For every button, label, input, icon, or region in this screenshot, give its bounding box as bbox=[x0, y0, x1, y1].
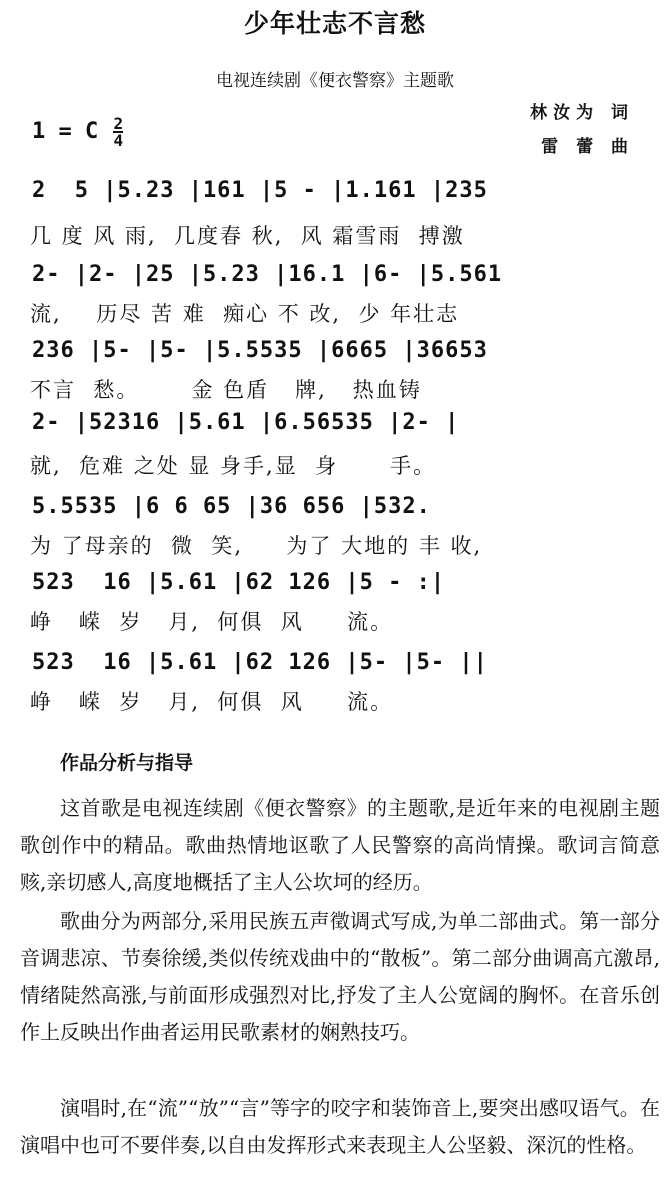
analysis-paragraph: 演唱时,在“流”“放”“言”等字的咬字和装饰音上,要突出感叹语气。在演唱中也可不要伴奏,以自由发挥形式来表现主人公坚毅、深沉的性格。 bbox=[20, 1096, 660, 1157]
time-signature-bottom: 4 bbox=[113, 131, 124, 150]
notation-line: 2- |2- |25 |5.23 |16.1 |6- |5.561 bbox=[32, 262, 503, 287]
lyricist-credit: 林汝为 词 bbox=[530, 103, 634, 123]
lyric-line: 峥 嵘 岁 月, 何俱 风 流。 bbox=[30, 610, 394, 634]
lyric-line: 为 了母亲的 微 笑, 为了 大地的 丰 收, bbox=[30, 534, 483, 558]
lyric-line: 几 度 风 雨, 几度春 秋, 风 霜雪雨 搏激 bbox=[30, 224, 465, 248]
song-title: 少年壮志不言愁 bbox=[243, 9, 426, 38]
notation-line: 2- |52316 |5.61 |6.56535 |2- | bbox=[32, 410, 460, 435]
lyric-line: 流, 历尽 苦 难 痴心 不 改, 少 年壮志 bbox=[30, 302, 460, 326]
lyric-line: 就, 危难 之处 显 身手,显 身 手。 bbox=[30, 454, 437, 478]
lyric-line: 不言 愁。 金 色盾 牌, 热血铸 bbox=[30, 378, 422, 402]
notation-line: 5.5535 |6 6 65 |36 656 |532. bbox=[32, 494, 431, 519]
notation-line: 2 5 |5.23 |161 |5 - |1.161 |235 bbox=[32, 178, 488, 203]
notation-line: 523 16 |5.61 |62 126 |5 - :| bbox=[32, 570, 446, 595]
analysis-heading: 作品分析与指导 bbox=[60, 752, 194, 774]
lyric-line: 峥 嵘 岁 月, 何俱 风 流。 bbox=[30, 690, 394, 714]
composer-credit: 雷 蕾 曲 bbox=[541, 137, 634, 157]
analysis-paragraph: 歌曲分为两部分,采用民族五声徵调式写成,为单二部曲式。第一部分音调悲凉、节奏徐缓,类似传统戏曲中的“散板”。第二部分曲调高亢激昂,情绪陡然高涨,与前面形成强烈对比,抒发了主人公宽阔的胸怀。在音乐创作上反映出作曲者运用民歌素材的娴熟技巧。 bbox=[20, 909, 660, 1044]
notation-line: 523 16 |5.61 |62 126 |5- |5- || bbox=[32, 650, 488, 675]
time-signature-top: 2 bbox=[113, 114, 124, 133]
notation-line: 236 |5- |5- |5.5535 |6665 |36653 bbox=[32, 338, 488, 363]
analysis-paragraph: 这首歌是电视连续剧《便衣警察》的主题歌,是近年来的电视剧主题歌创作中的精品。歌曲热情地讴歌了人民警察的高尚情操。歌词言简意赅,亲切感人,高度地概括了主人公坎坷的经历。 bbox=[20, 796, 660, 894]
song-subtitle: 电视连续剧《便衣警察》主题歌 bbox=[216, 71, 454, 91]
key-label: 1 = C bbox=[32, 119, 99, 144]
